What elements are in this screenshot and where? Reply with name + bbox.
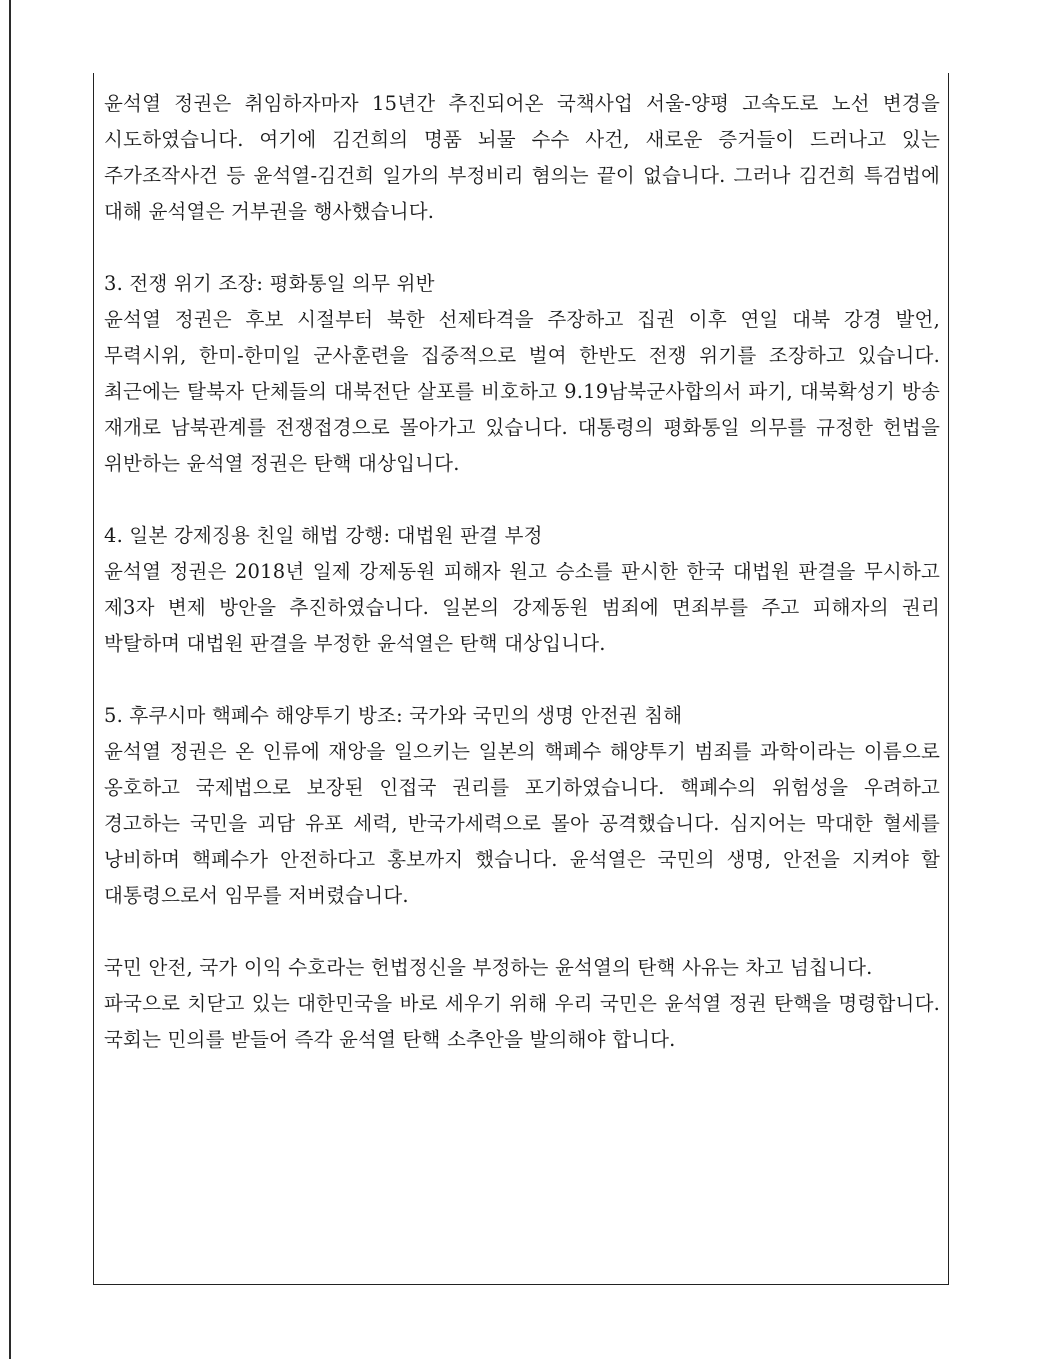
section-fukushima [104,698,940,914]
paragraph-gap [104,482,940,518]
closing-paragraph: 국민 안전, 국가 이익 수호라는 헌법정신을 부정하는 윤석열의 탄핵 사유는 차고 넘칩니다. [104,956,873,979]
document-body [104,86,940,1058]
section-body: 윤석열 정권은 온 인류에 재앙을 일으키는 일본의 핵폐수 해양투기 범죄를 과학이라는 이름으로 옹호하고 국제법으로 보장된 인접국 권리를 포기하였습니다. 핵폐수의 위험성을 우려하고 경고하는 국민을 괴담 유포 세력, 반국가세력으로 몰아 공격했습니다. 심지어는 막대한 혈세를 낭비하며 핵폐수가 안전하다고 홍보까지 했습니다. 윤석열은 국민의 생명, 안전을 지켜야 할 대통령으로서 임무를 저버렸습니다. [104,740,940,907]
paragraph-gap [104,914,940,950]
page-left-edge [0,0,11,1359]
closing-paragraph: 파국으로 치닫고 있는 대한민국을 바로 세우기 위해 우리 국민은 윤석열 정권 탄핵을 명령합니다. 국회는 민의를 받들어 즉각 윤석열 탄핵 소추안을 발의해야 합니다. [104,992,940,1051]
paragraph-gap [104,230,940,266]
section-heading: 5. 후쿠시마 핵폐수 해양투기 방조: 국가와 국민의 생명 안전권 침해 [104,704,683,727]
section-war-crisis [104,266,940,482]
section-body: 윤석열 정권은 2018년 일제 강제동원 피해자 원고 승소를 판시한 한국 대법원 판결을 무시하고 제3자 변제 방안을 추진하였습니다. 일본의 강제동원 범죄에 면죄부를 주고 피해자의 권리 박탈하며 대법원 판결을 부정한 윤석열은 탄핵 대상입니다. [104,560,940,655]
section-body: 윤석열 정권은 후보 시절부터 북한 선제타격을 주장하고 집권 이후 연일 대북 강경 발언, 무력시위, 한미-한미일 군사훈련을 집중적으로 벌여 한반도 전쟁 위기를 조장하고 있습니다. 최근에는 탈북자 단체들의 대북전단 살포를 비호하고 9.19남북군사합의서 파기, 대북확성기 방송 재개로 남북관계를 전쟁접경으로 몰아가고 있습니다. 대통령의 평화통일 의무를 규정한 헌법을 위반하는 윤석열 정권은 탄핵 대상입니다. [104,308,940,475]
section-forced-labor [104,518,940,662]
paragraph-gap [104,662,940,698]
intro-paragraph: 윤석열 정권은 취임하자마자 15년간 추진되어온 국책사업 서울-양평 고속도로 노선 변경을 시도하였습니다. 여기에 김건희의 명품 뇌물 수수 사건, 새로운 증거들이 드러나고 있는 주가조작사건 등 윤석열-김건희 일가의 부정비리 혐의는 끝이 없습니다. 그러나 김건희 특검법에 대해 윤석열은 거부권을 행사했습니다. [104,92,940,223]
section-heading: 4. 일본 강제징용 친일 해법 강행: 대법원 판결 부정 [104,524,543,547]
section-heading: 3. 전쟁 위기 조장: 평화통일 의무 위반 [104,272,435,295]
